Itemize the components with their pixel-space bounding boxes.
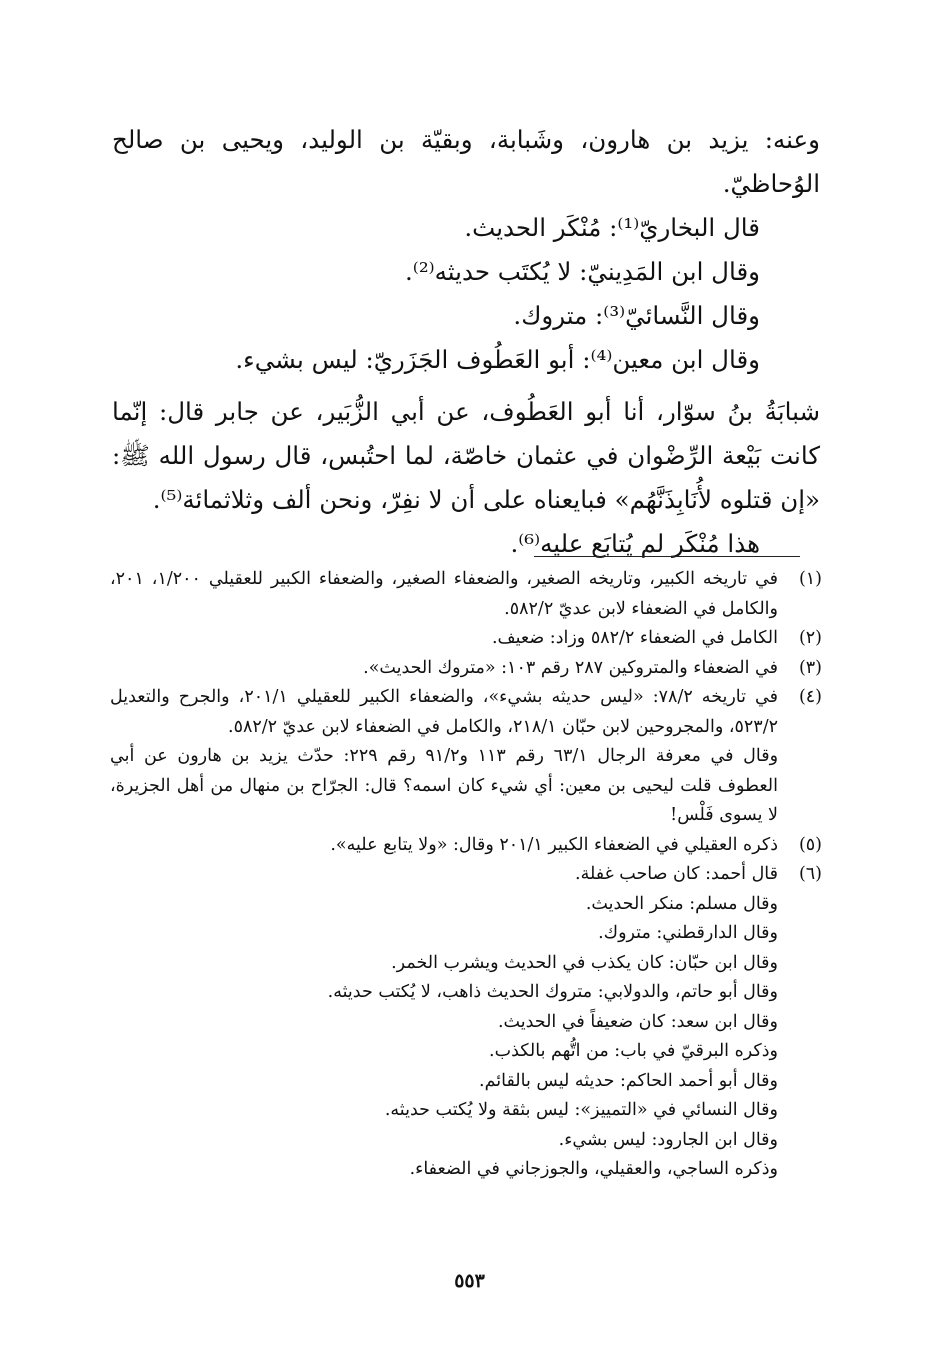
- footnote-number: (٦): [798, 864, 822, 884]
- paragraph-hadith: شبابَةُ بنُ سوّار، أنا أبو العَطُوف، عن أبي الزُّبَير، عن جابر قال: إنّما كانت بَيْعة الرِّضْوان في عثمان خاصّة، لما احتُبس، قال رسول الله ﷺ: «إن قتلوه لأُنَابِذَنَّهُم» فبايعناه على أن لا نفِرّ، ونحن ألف وثلاثمائة⁽⁵⁾.: [112, 397, 820, 514]
- footnote-line: وذكره الساجي، والعقيلي، والجوزجاني في الضعفاء.: [409, 1159, 778, 1179]
- footnote-1: [110, 565, 822, 624]
- page-number: ٥٥٣: [454, 1270, 485, 1292]
- footnote-number: (٥): [798, 834, 822, 855]
- footnote-line: وقال مسلم: منكر الحديث.: [585, 893, 778, 914]
- footnote-line: وقال أبو أحمد الحاكم: حديثه ليس بالقائم.: [479, 1070, 778, 1091]
- line-munkar: هذا مُنْكَر لم يُتابَع عليه⁽⁶⁾.: [510, 529, 760, 558]
- footnote-line: وقال ابن سعد: كان ضعيفاً في الحديث.: [497, 1011, 778, 1032]
- footnote-number: (٤): [798, 687, 822, 707]
- footnotes: [110, 565, 822, 1185]
- footnote-3: [110, 654, 822, 684]
- footnote-line: وقال ابن الجارود: ليس بشيء.: [558, 1129, 778, 1150]
- footnote-text: في الضعفاء والمتروكين ٢٨٧ رقم ١٠٣: «متروك الحديث».: [363, 657, 778, 678]
- footnote-text: الكامل في الضعفاء ٥٨٢/٢ وزاد: ضعيف.: [491, 628, 778, 648]
- footnote-divider: [534, 556, 800, 557]
- footnote-5: [110, 831, 822, 861]
- footnote-number: (٣): [798, 657, 822, 678]
- paragraph-narrators: وعنه: يزيد بن هارون، وشَبابة، وبقيّة بن الوليد، ويحيى بن صالح الوُحاظيّ.: [112, 125, 820, 198]
- footnote-4: [110, 683, 822, 742]
- footnote-2: [110, 624, 822, 654]
- line-ibn-maein: وقال ابن معين⁽⁴⁾: أبو العَطُوف الجَزَريّ: ليس بشيء.: [235, 345, 760, 374]
- footnote-line: وقال أبو حاتم، والدولابي: متروك الحديث ذاهب، لا يُكتب حديثه.: [327, 982, 778, 1002]
- footnote-line: وقال ابن حبّان: كان يكذب في الحديث ويشرب الخمر.: [391, 952, 778, 973]
- footnote-line: وقال النسائي في «التمييز»: ليس بثقة ولا يُكتب حديثه.: [384, 1100, 778, 1120]
- footnote-text: ذكره العقيلي في الضعفاء الكبير ٢٠١/١ وقال: «ولا يتابع عليه».: [330, 834, 778, 855]
- footnote-4-continuation: وقال في معرفة الرجال ٦٣/١ رقم ١١٣ و٩١/٢ رقم ٢٢٩: حدّث يزيد بن هارون عن أبي العطوف قلت ليحيى بن معين: أي شيء كان اسمه؟ قال: الجرّاح بن منهال من أهل الجزيرة، لا يسوى فَلْس!: [110, 746, 779, 825]
- footnote-text: في تاريخه ٧٨/٢: «ليس حديثه بشيء»، والضعفاء الكبير للعقيلي ٢٠١/١، والجرح والتعديل ٥٢٣/٢، والمجروحين لابن حبّان ٢١٨/١، والكامل في الضعفاء لابن عديّ ٥٨٢/٢.: [110, 687, 779, 737]
- footnote-text: في تاريخه الكبير، وتاريخه الصغير، والضعفاء الصغير، والضعفاء الكبير للعقيلي ١/٢٠٠، ٢٠١، والكامل في الضعفاء لابن عديّ ٥٨٢/٢.: [110, 569, 778, 619]
- line-bukhari: قال البخاريّ⁽¹⁾: مُنْكَر الحديث.: [464, 213, 760, 242]
- footnote-line: قال أحمد: كان صاحب غفلة.: [575, 864, 778, 884]
- footnote-line: وقال الدارقطني: متروك.: [598, 923, 778, 943]
- line-madini: وقال ابن المَدِينيّ: لا يُكتَب حديثه⁽²⁾.: [405, 257, 760, 286]
- footnote-number: (٢): [798, 628, 822, 648]
- footnote-6: [110, 860, 822, 1185]
- main-text: [112, 118, 820, 566]
- footnote-line: وذكره البرقيّ في باب: من اتُّهم بالكذب.: [489, 1041, 778, 1061]
- footnote-number: (١): [798, 569, 822, 589]
- line-nasai: وقال النَّسائيّ⁽³⁾: متروك.: [513, 301, 760, 330]
